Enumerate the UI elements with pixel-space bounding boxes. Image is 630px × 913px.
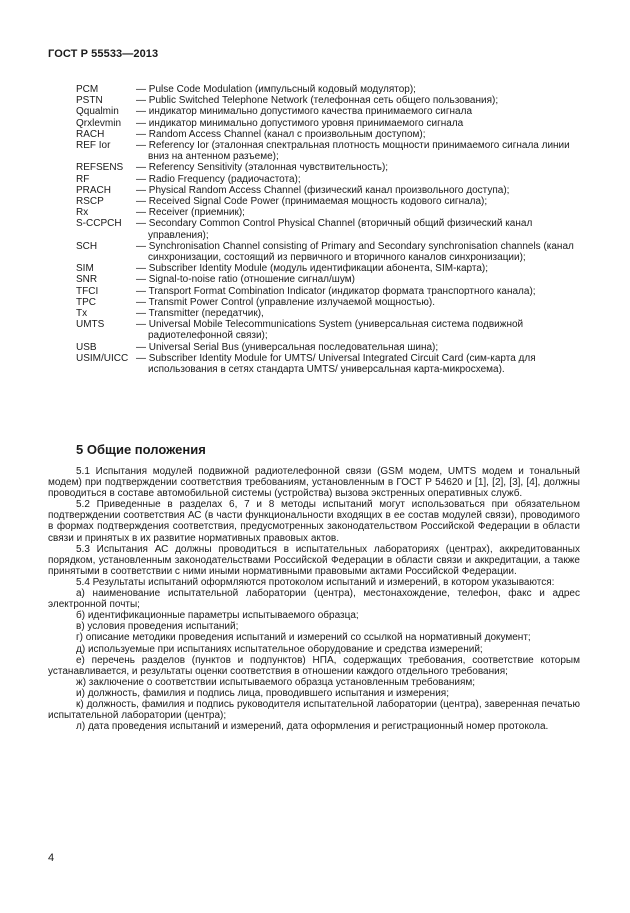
list-item: е) перечень разделов (пунктов и подпунктов) НПА, содержащих требования, соответствие которым устанавливается, и результаты оценки соответствия в отношении каждого отдельного требования; (48, 654, 580, 677)
abbreviations-list (0, 84, 630, 375)
abbreviation-row (0, 129, 630, 140)
abbreviation-term: S-CCPCH (76, 218, 122, 230)
abbreviation-term: Qqualmin (76, 106, 119, 118)
abbreviation-definition: — Subscriber Identity Module for UMTS/ Universal Integrated Circuit Card (сим-карта для использования в сетях стандарта UMTS/ универсальная карта-микросхема). (136, 352, 536, 376)
abbreviation-term: SNR (76, 274, 98, 286)
abbreviation-definition: — Transmit Power Control (управление излучаемой мощностью). (136, 296, 436, 308)
abbreviation-term: TPC (76, 296, 96, 308)
list-item: д) используемые при испытаниях испытательное оборудование и средства измерений; (76, 643, 483, 655)
abbreviation-term: Tx (76, 308, 88, 320)
abbreviation-row (0, 286, 630, 297)
abbreviation-row (0, 319, 630, 341)
paragraph: 5.1 Испытания модулей подвижной радиотелефонной связи (GSM модем, UMTS модем и тональный модем) при подтверждении соответствия требованиям, установленным в ГОСТ Р 54620 и [1], [2], [3], [4], должны проводиться в составе автомобильной системы (устройства) вызова экстренных оперативных служб. (48, 466, 580, 500)
abbreviation-term: SIM (76, 263, 94, 275)
abbreviation-definition: — Universal Serial Bus (универсальная последовательная шина); (136, 341, 439, 353)
paragraph: 5.4 Результаты испытаний оформляются протоколом испытаний и измерений, в котором указываются: (76, 576, 555, 588)
abbreviation-definition: — Referency Ior (эталонная спектральная плотность мощности принимаемого сигнала линии вниз на антенном разъеме); (136, 140, 570, 163)
paragraph: 5.3 Испытания АС должны проводиться в испытательных лабораториях (центрах), аккредитованных порядком, установленным законодательствами Российской Федерации в области связи и аккредитации, а также принятыми в соответствии с ними иными нормативными правовыми актами Российской Федерации. (48, 543, 580, 577)
abbreviation-definition: — Signal-to-noise ratio (отношение сигнал/шум) (136, 274, 355, 286)
list-item: л) дата проведения испытаний и измерений, дата оформления и регистрационный номер протокола. (76, 721, 549, 733)
abbreviation-term: PRACH (76, 184, 112, 196)
list-item: и) должность, фамилия и подпись лица, проводившего испытания и измерения; (76, 687, 449, 699)
abbreviation-row (0, 218, 630, 240)
list-item: б) идентификационные параметры испытываемого образца; (76, 610, 359, 622)
abbreviation-row (0, 263, 630, 274)
abbreviation-row (0, 274, 630, 285)
abbreviation-term: USB (76, 341, 97, 353)
abbreviation-row (0, 174, 630, 185)
list-item: г) описание методики проведения испытаний и измерений со ссылкой на нормативный документ; (76, 632, 531, 644)
abbreviation-term: REF Ior (76, 140, 111, 152)
abbreviation-term: PSTN (76, 95, 103, 107)
abbreviation-definition: — Public Switched Telephone Network (телефонная сеть общего пользования); (136, 95, 499, 107)
abbreviation-term: REFSENS (76, 162, 124, 174)
list-item: а) наименование испытательной лаборатории (центра), местонахождение, телефон, факс и адрес электронной почты; (48, 588, 580, 611)
abbreviation-row (0, 140, 630, 162)
abbreviation-term: Qrxlevmin (76, 117, 122, 129)
abbreviation-row (0, 162, 630, 173)
abbreviation-term: SCH (76, 240, 98, 252)
abbreviation-definition: — индикатор минимально допустимого качества принимаемого сигнала (136, 106, 473, 118)
list-item: к) должность, фамилия и подпись руководителя испытательной лаборатории (центра), заверенная печатью испытательной лаборатории (центра); (48, 698, 580, 722)
abbreviation-term: RF (76, 173, 90, 185)
abbreviation-row (0, 308, 630, 319)
abbreviation-definition: — Referency Sensitivity (эталонная чувствительность); (136, 162, 389, 174)
abbreviation-row (0, 207, 630, 218)
abbreviation-definition: — Receiver (приемник); (136, 207, 245, 219)
abbreviation-definition: — Received Signal Code Power (принимаемая мощность кодового сигнала); (136, 196, 488, 208)
abbreviation-term: PCM (76, 84, 99, 95)
abbreviation-term: RACH (76, 128, 105, 140)
abbreviation-definition: — Transport Format Combination Indicator (индикатор формата транспортного канала); (136, 285, 536, 297)
abbreviation-row (0, 196, 630, 207)
abbreviation-row (0, 297, 630, 308)
abbreviation-row (0, 342, 630, 353)
abbreviation-definition: — индикатор минимально допустимого уровня принимаемого сигнала (136, 117, 464, 129)
list-item: в) условия проведения испытаний; (76, 621, 239, 633)
abbreviation-row (0, 353, 630, 375)
abbreviation-row (0, 84, 630, 95)
abbreviation-definition: — Universal Mobile Telecommunications System (универсальная система подвижной радиотелефонной связи); (136, 319, 524, 342)
abbreviation-row (0, 106, 630, 117)
abbreviation-term: TFCI (76, 285, 99, 297)
abbreviation-definition: — Transmitter (передатчик), (136, 308, 264, 320)
paragraph: 5.2 Приведенные в разделах 6, 7 и 8 методы испытаний могут использоваться при обязательном подтверждении соответствия АС (в части функциональности входящих в ее состав модулей связи), проводимого в формах подтверждения соответствия, предусмотренных законодательством Российской Федерации в области связи и принятых в их развитие нормативных правовых актов. (48, 499, 580, 544)
abbreviation-row (0, 118, 630, 129)
abbreviation-term: UMTS (76, 319, 105, 331)
abbreviation-definition: — Subscriber Identity Module (модуль идентификации абонента, SIM-карта); (136, 263, 489, 275)
abbreviation-term: RSCP (76, 196, 104, 208)
abbreviation-definition: — Random Access Channel (канал с произвольным доступом); (136, 128, 426, 140)
section-title: 5 Общие положения (76, 442, 206, 457)
abbreviation-definition: — Physical Random Access Channel (физический канал произвольного доступа); (136, 184, 510, 196)
abbreviation-term: Rx (76, 207, 89, 219)
abbreviation-row (0, 95, 630, 106)
abbreviation-definition: — Radio Frequency (радиочастота); (136, 173, 301, 185)
abbreviation-row (0, 241, 630, 263)
abbreviation-definition: — Secondary Common Control Physical Channel (вторичный общий физический канал управления); (136, 218, 533, 241)
abbreviation-term: USIM/UICC (76, 352, 129, 364)
abbreviation-definition: — Pulse Code Modulation (импульсный кодовый модулятор); (136, 84, 416, 95)
document-header: ГОСТ Р 55533—2013 (48, 48, 159, 60)
abbreviation-row (0, 185, 630, 196)
abbreviation-definition: — Synchronisation Channel consisting of Primary and Secondary synchronisation channels (канал синхронизации, состоящий из первичного и вторичного каналов синхронизации); (136, 240, 574, 264)
list-item: ж) заключение о соответствии испытываемого образца установленным требованиям; (76, 676, 476, 688)
section-body (48, 466, 580, 732)
page-number: 4 (48, 852, 55, 864)
